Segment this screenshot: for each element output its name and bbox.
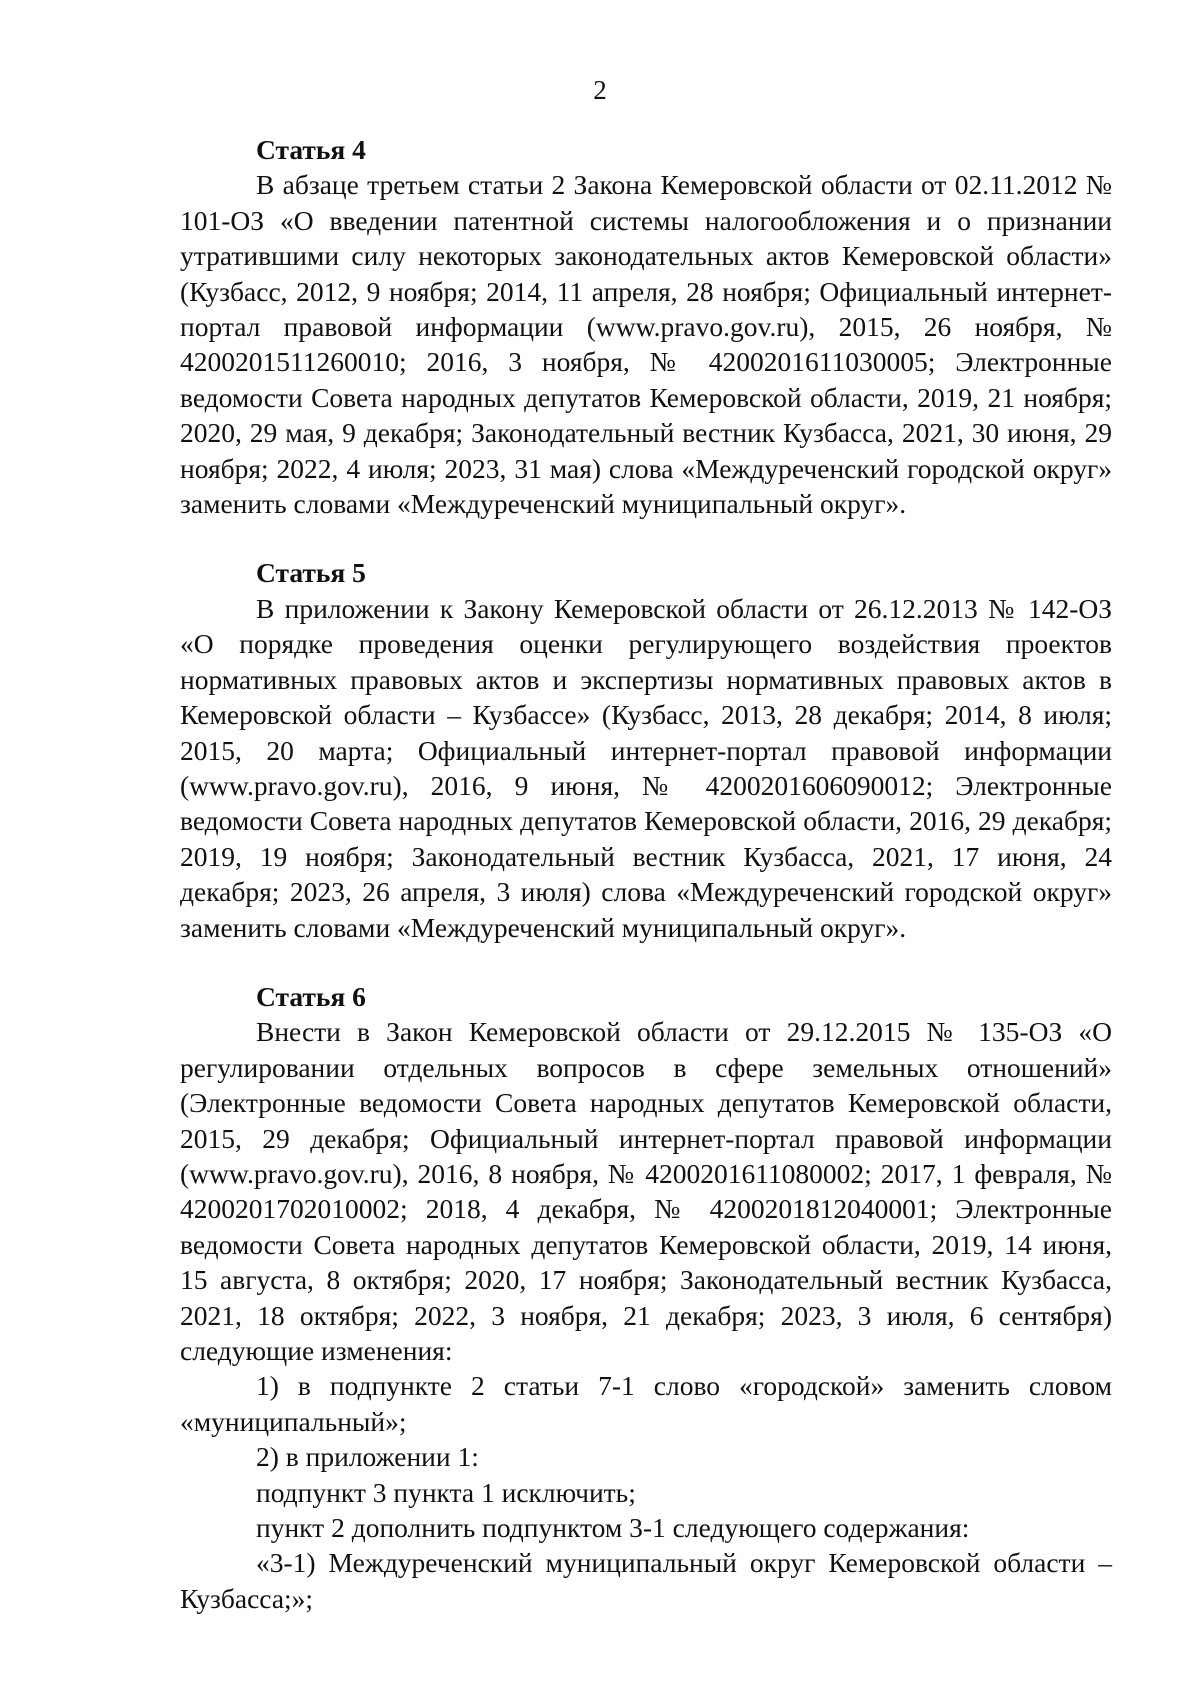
article-paragraph: пункт 2 дополнить подпунктом 3-1 следующего содержания: <box>256 1512 970 1544</box>
article-5 <box>180 555 1112 944</box>
article-paragraph: «3-1) Междуреченский муниципальный округ Кемеровской области – Кузбасса;»; <box>180 1547 1112 1614</box>
article-paragraph: В приложении к Закону Кемеровской области от 26.12.2013 № 142-ОЗ «О порядке проведения оценки регулирующего воздействия проектов нормативных правовых актов и экспертизы нормативных правовых актов в Кемеровской области – Кузбассе» (Кузбасс, 2013, 28 декабря; 2014, 8 июля; 2015, 20 марта; Официальный интернет-портал правовой информации (www.pravo.gov.ru), 2016, 9 июня, № 4200201606090012; Электронные ведомости Совета народных депутатов Кемеровской области, 2016, 29 декабря; 2019, 19 ноября; Законодательный вестник Кузбасса, 2021, 17 июня, 24 декабря; 2023, 26 апреля, 3 июля) слова «Междуреченский городской округ» заменить словами «Междуреченский муниципальный округ». <box>180 592 1112 943</box>
article-title: Статья 5 <box>256 557 366 589</box>
article-title: Статья 4 <box>256 134 366 165</box>
article-paragraph: 2) в приложении 1: <box>256 1441 479 1473</box>
page-number: 2 <box>593 75 607 105</box>
article-4 <box>180 132 1112 521</box>
article-paragraph: 1) в подпункте 2 статьи 7-1 слово «городской» заменить словом «муниципальный»; <box>180 1370 1112 1437</box>
article-title: Статья 6 <box>256 980 366 1012</box>
document-body <box>180 132 1112 1616</box>
article-6 <box>180 979 1112 1616</box>
article-paragraph: Внести в Закон Кемеровской области от 29.12.2015 № 135-ОЗ «О регулировании отдельных вопросов в сфере земельных отношений» (Электронные ведомости Совета народных депутатов Кемеровской области, 2015, 29 декабря; Официальный интернет-портал правовой информации (www.pravo.gov.ru), 2016, 8 ноября, № 4200201611080002; 2017, 1 февраля, № 4200201702010002; 2018, 4 декабря, № 4200201812040001; Электронные ведомости Совета народных депутатов Кемеровской области, 2019, 14 июня, 15 августа, 8 октября; 2020, 17 ноября; Законодательный вестник Кузбасса, 2021, 18 октября; 2022, 3 ноября, 21 декабря; 2023, 3 июля, 6 сентября) следующие изменения: <box>180 1016 1112 1366</box>
article-paragraph: подпункт 3 пункта 1 исключить; <box>256 1476 636 1508</box>
article-paragraph: В абзаце третьем статьи 2 Закона Кемеровской области от 02.11.2012 № 101-ОЗ «О введении патентной системы налогообложения и о признании утратившими силу некоторых законодательных актов Кемеровской области» (Кузбасс, 2012, 9 ноября; 2014, 11 апреля, 28 ноября; Официальный интернет-портал правовой информации (www.pravo.gov.ru), 2015, 26 ноября, № 4200201511260010; 2016, 3 ноября, № 4200201611030005; Электронные ведомости Совета народных депутатов Кемеровской области, 2019, 21 ноября; 2020, 29 мая, 9 декабря; Законодательный вестник Кузбасса, 2021, 30 июня, 29 ноября; 2022, 4 июля; 2023, 31 мая) слова «Междуреченский городской округ» заменить словами «Междуреченский муниципальный округ». <box>180 169 1112 520</box>
